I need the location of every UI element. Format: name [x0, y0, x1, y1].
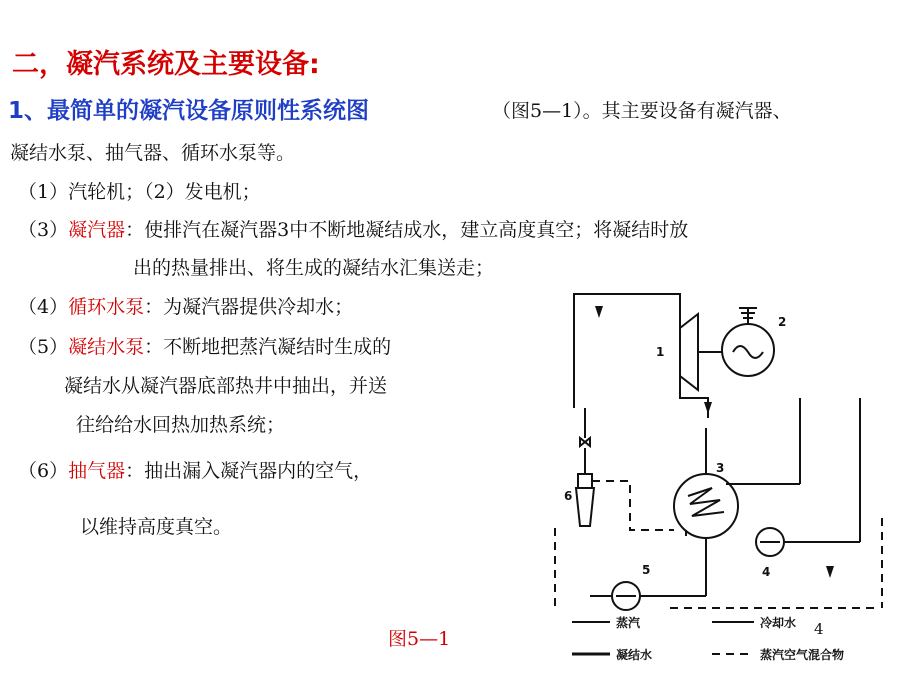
item-5-term: 凝结水泵 — [68, 336, 145, 358]
section-heading: 二，凝汽系统及主要设备: — [12, 49, 320, 80]
item-1-2: （1）汽轮机；（2）发电机； — [18, 181, 261, 203]
label-condenser: 3 — [716, 461, 725, 475]
item-5-text: ：不断地把蒸汽凝结时生成的 — [144, 336, 392, 358]
legend-steam: 蒸汽 — [616, 616, 641, 630]
label-cond-pump: 5 — [642, 563, 651, 577]
item-4-number: （4） — [18, 296, 69, 318]
item-3-text: ：使排汽在凝汽器3中不断地凝结成水，建立高度真空；将凝结时放 — [125, 219, 689, 241]
label-generator: 2 — [778, 315, 787, 329]
ejector-diffuser — [576, 488, 594, 526]
generator — [722, 324, 774, 376]
intro-continuation: 凝结水泵、抽气器、循环水泵等。 — [10, 142, 296, 164]
figure-caption: 图5—1 — [388, 628, 451, 650]
item-6-term: 抽气器 — [68, 460, 126, 482]
turbine — [680, 314, 698, 390]
diagram-legend — [572, 615, 844, 662]
item-3-number: （3） — [18, 219, 69, 241]
item-6-text: ：抽出漏入凝汽器内的空气， — [125, 460, 373, 482]
item-5 — [18, 332, 391, 359]
page-number: 4 — [814, 620, 824, 638]
item-5-continuation-1: 凝结水从凝汽器底部热井中抽出，并送 — [64, 375, 388, 397]
valve-icon — [580, 438, 590, 446]
arrow-icon — [704, 402, 712, 414]
label-circ-pump: 4 — [762, 565, 771, 579]
item-6 — [18, 456, 372, 483]
label-turbine: 1 — [656, 345, 665, 359]
air-ejector — [578, 474, 592, 488]
item-5-continuation-2: 往给给水回热加热系统； — [76, 414, 286, 436]
item-4-text: ：为凝汽器提供冷却水； — [144, 296, 354, 318]
item-4 — [18, 292, 353, 319]
legend-cooling-water: 冷却水 — [760, 616, 797, 630]
item-6-number: （6） — [18, 460, 69, 482]
arrow-icon — [826, 566, 834, 578]
subsection-note: （图5—1）。其主要设备有凝汽器、 — [492, 100, 792, 122]
item-5-number: （5） — [18, 336, 69, 358]
legend-condensate: 凝结水 — [616, 648, 653, 662]
arrow-icon — [595, 306, 603, 318]
item-3 — [18, 215, 688, 242]
item-3-continuation: 出的热量排出、将生成的凝结水汇集送走； — [133, 257, 495, 279]
item-4-term: 循环水泵 — [68, 296, 145, 318]
condenser-system-diagram — [530, 278, 890, 673]
item-3-term: 凝汽器 — [68, 219, 126, 241]
subsection-heading: 1、最简单的凝汽设备原则性系统图 — [8, 98, 370, 124]
legend-steam-air-mix: 蒸汽空气混合物 — [760, 648, 845, 662]
main-steam-pipe — [574, 294, 680, 328]
label-ejector: 6 — [564, 489, 573, 503]
steam-air-line — [592, 481, 674, 530]
item-6-continuation: 以维持高度真空。 — [80, 516, 233, 538]
